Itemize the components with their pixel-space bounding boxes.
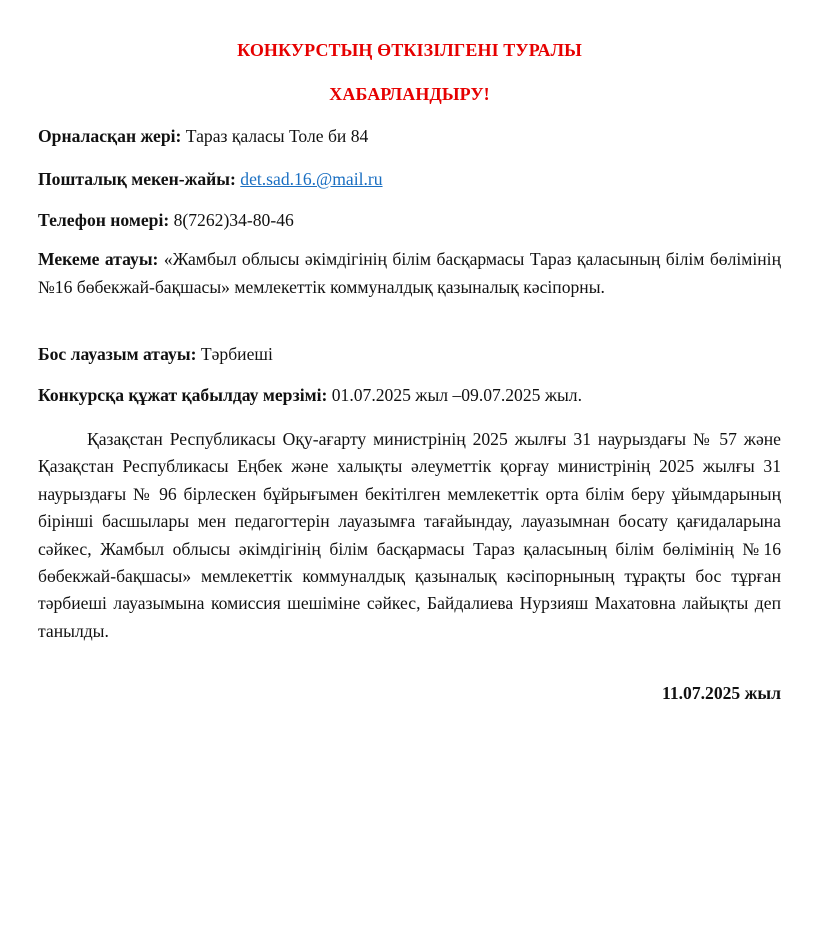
organization-label: Мекеме атауы: [38,249,159,269]
deadline-label: Конкурсқа құжат қабылдау мерзімі: [38,385,328,405]
deadline-value: 01.07.2025 жыл –09.07.2025 жыл. [331,385,582,405]
position-label: Бос лауазым атауы: [38,344,197,364]
main-paragraph: Қазақстан Республикасы Оқу-ағарту министрінің 2025 жылғы 31 наурыздағы № 57 және Қазақстан Республикасы Еңбек және халықты әлеуметтік қорғау министрінің 2025 жылғы 31 наурыздағы № 96 бірлескен бұйрығымен бекітілген мемлекеттік орта білім беру ұйымдарының бірінші басшылары мен педагогтерін лауазымға тағайындау, лауазымнан босату қағидаларына сәйкес, Жамбыл облысы әкімдігінің білім басқармасы Тараз қаласының білім бөлімінің №16 бөбекжай-бақшасы» мемлекеттік коммуналдық қазыналық кәсіпорнының тұрақты бос тұрған тәрбиеші лауазымына комиссия шешіміне сәйкес, Байдалиева Нурзияш Махатовна лайықты деп танылды. [38,429,781,641]
position-value: Тәрбиеші [200,344,273,364]
document-date: 11.07.2025 жыл [662,683,781,703]
document-title-line-1: КОНКУРСТЫҢ ӨТКІЗІЛГЕНІ ТУРАЛЫ [237,40,582,60]
organization-value: «Жамбыл облысы әкімдігінің білім басқармасы Тараз қаласының білім бөлімінің №16 бөбекжай-бақшасы» мемлекеттік коммуналдық қазыналық кәсіпорны. [38,249,781,297]
organization-field [38,246,781,301]
email-link[interactable]: det.sad.16.@mail.ru [240,169,383,189]
email-field [38,166,781,192]
location-field [38,123,781,149]
phone-value: 8(7262)34-80-46 [173,210,294,230]
location-value: Тараз қаласы Толе би 84 [185,126,369,146]
document-title-line-2: ХАБАРЛАНДЫРУ! [329,84,490,104]
location-label: Орналасқан жері: [38,126,182,146]
deadline-field [38,382,781,408]
email-label: Пошталық мекен-жайы: [38,169,236,189]
position-field [38,341,781,367]
phone-field [38,207,781,233]
phone-label: Телефон номері: [38,210,170,230]
